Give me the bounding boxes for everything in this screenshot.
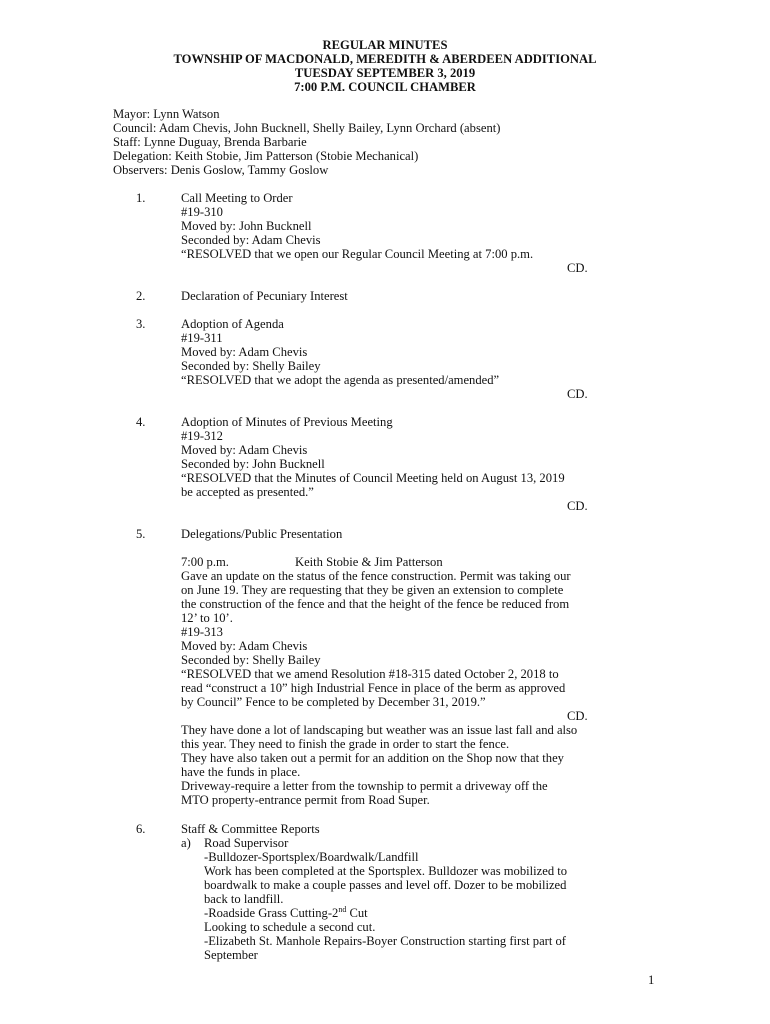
item-number: 2. — [136, 289, 146, 303]
delegation-presenters: Keith Stobie & Jim Patterson — [295, 555, 443, 569]
item-title: Call Meeting to Order — [181, 191, 293, 205]
header-date: TUESDAY SEPTEMBER 3, 2019 — [294, 66, 476, 80]
grass-cutting-cut: Cut — [346, 906, 368, 920]
roster-staff: Staff: Lynne Duguay, Brenda Barbarie — [113, 135, 307, 149]
item-number: 5. — [136, 527, 146, 541]
item-title: Adoption of Agenda — [181, 317, 284, 331]
update-line: Gave an update on the status of the fence construction. Permit was taking our — [181, 569, 571, 583]
resolution-number: #19-310 — [181, 205, 223, 219]
item-title: Staff & Committee Reports — [181, 822, 320, 836]
subsection-title: Road Supervisor — [204, 836, 289, 850]
resolution-number: #19-311 — [181, 331, 223, 345]
report-line: Looking to schedule a second cut. — [204, 920, 376, 934]
carried-mark: CD. — [567, 261, 588, 275]
item-number: 3. — [136, 317, 146, 331]
resolution-text: “RESOLVED that we adopt the agenda as presented/amended” — [181, 373, 500, 387]
item-number: 1. — [136, 191, 146, 205]
update-line: the construction of the fence and that the height of the fence be reduced from — [181, 597, 570, 611]
subsection-label: a) — [181, 836, 191, 850]
resolution-number: #19-313 — [181, 625, 223, 639]
carried-mark: CD. — [567, 499, 588, 513]
header-title: REGULAR MINUTES — [322, 38, 448, 52]
item-body — [181, 822, 661, 836]
moved-by: Moved by: Adam Chevis — [181, 639, 308, 653]
report-line: back to landfill. — [204, 892, 284, 906]
note-line: They have done a lot of landscaping but weather was an issue last fall and also — [181, 723, 578, 737]
note-line: Driveway-require a letter from the township to permit a driveway off the — [181, 779, 548, 793]
report-line — [204, 906, 664, 920]
grass-cutting-text: -Roadside Grass Cutting-2 — [204, 906, 339, 920]
resolution-text: “RESOLVED that we amend Resolution #18-315 dated October 2, 2018 to — [181, 667, 559, 681]
note-line: this year. They need to finish the grade in order to start the fence. — [181, 737, 510, 751]
resolution-text: “RESOLVED that we open our Regular Council Meeting at 7:00 p.m. — [181, 247, 534, 261]
seconded-by: Seconded by: Adam Chevis — [181, 233, 321, 247]
resolution-number: #19-312 — [181, 429, 223, 443]
document-header — [0, 38, 770, 94]
road-supervisor-report — [204, 836, 664, 962]
header-time-location: 7:00 P.M. COUNCIL CHAMBER — [294, 80, 476, 94]
seconded-by: Seconded by: Shelly Bailey — [181, 653, 321, 667]
report-line: -Bulldozer-Sportsplex/Boardwalk/Landfill — [204, 850, 419, 864]
carried-mark: CD. — [567, 709, 588, 723]
roster-mayor: Mayor: Lynn Watson — [113, 107, 220, 121]
item-body — [181, 527, 661, 807]
ordinal-suffix: nd — [338, 904, 347, 914]
delegation-row — [181, 555, 661, 569]
item-title: Adoption of Minutes of Previous Meeting — [181, 415, 393, 429]
roster-council: Council: Adam Chevis, John Bucknell, Shelly Bailey, Lynn Orchard (absent) — [113, 121, 501, 135]
page-number: 1 — [648, 973, 655, 987]
resolution-text-cont: read “construct a 10” high Industrial Fence in place of the berm as approved — [181, 681, 566, 695]
moved-by: Moved by: John Bucknell — [181, 219, 312, 233]
item-title: Declaration of Pecuniary Interest — [181, 289, 348, 303]
item-body — [181, 289, 661, 303]
item-number: 4. — [136, 415, 146, 429]
moved-by: Moved by: Adam Chevis — [181, 345, 308, 359]
spacer — [181, 541, 661, 555]
item-body — [181, 317, 661, 401]
resolution-text-cont: be accepted as presented.” — [181, 485, 314, 499]
attendance-roster — [113, 107, 673, 177]
delegation-time: 7:00 p.m. — [181, 555, 229, 569]
report-line: -Elizabeth St. Manhole Repairs-Boyer Construction starting first part of — [204, 934, 566, 948]
carried-mark: CD. — [567, 387, 588, 401]
roster-delegation: Delegation: Keith Stobie, Jim Patterson (Stobie Mechanical) — [113, 149, 419, 163]
item-body — [181, 415, 661, 513]
item-body — [181, 191, 661, 275]
roster-observers: Observers: Denis Goslow, Tammy Goslow — [113, 163, 329, 177]
resolution-text-cont: by Council” Fence to be completed by December 31, 2019.” — [181, 695, 486, 709]
update-line: 12’ to 10’. — [181, 611, 233, 625]
report-line: boardwalk to make a couple passes and level off. Dozer to be mobilized — [204, 878, 567, 892]
item-title: Delegations/Public Presentation — [181, 527, 343, 541]
moved-by: Moved by: Adam Chevis — [181, 443, 308, 457]
resolution-text: “RESOLVED that the Minutes of Council Meeting held on August 13, 2019 — [181, 471, 565, 485]
seconded-by: Seconded by: Shelly Bailey — [181, 359, 321, 373]
note-line: have the funds in place. — [181, 765, 301, 779]
report-line: September — [204, 948, 258, 962]
note-line: MTO property-entrance permit from Road Super. — [181, 793, 430, 807]
seconded-by: Seconded by: John Bucknell — [181, 457, 325, 471]
update-line: on June 19. They are requesting that they be given an extension to complete — [181, 583, 564, 597]
header-township: TOWNSHIP OF MACDONALD, MEREDITH & ABERDEEN ADDITIONAL — [173, 52, 597, 66]
note-line: They have also taken out a permit for an addition on the Shop now that they — [181, 751, 564, 765]
item-number: 6. — [136, 822, 146, 836]
report-line: Work has been completed at the Sportsplex. Bulldozer was mobilized to — [204, 864, 568, 878]
